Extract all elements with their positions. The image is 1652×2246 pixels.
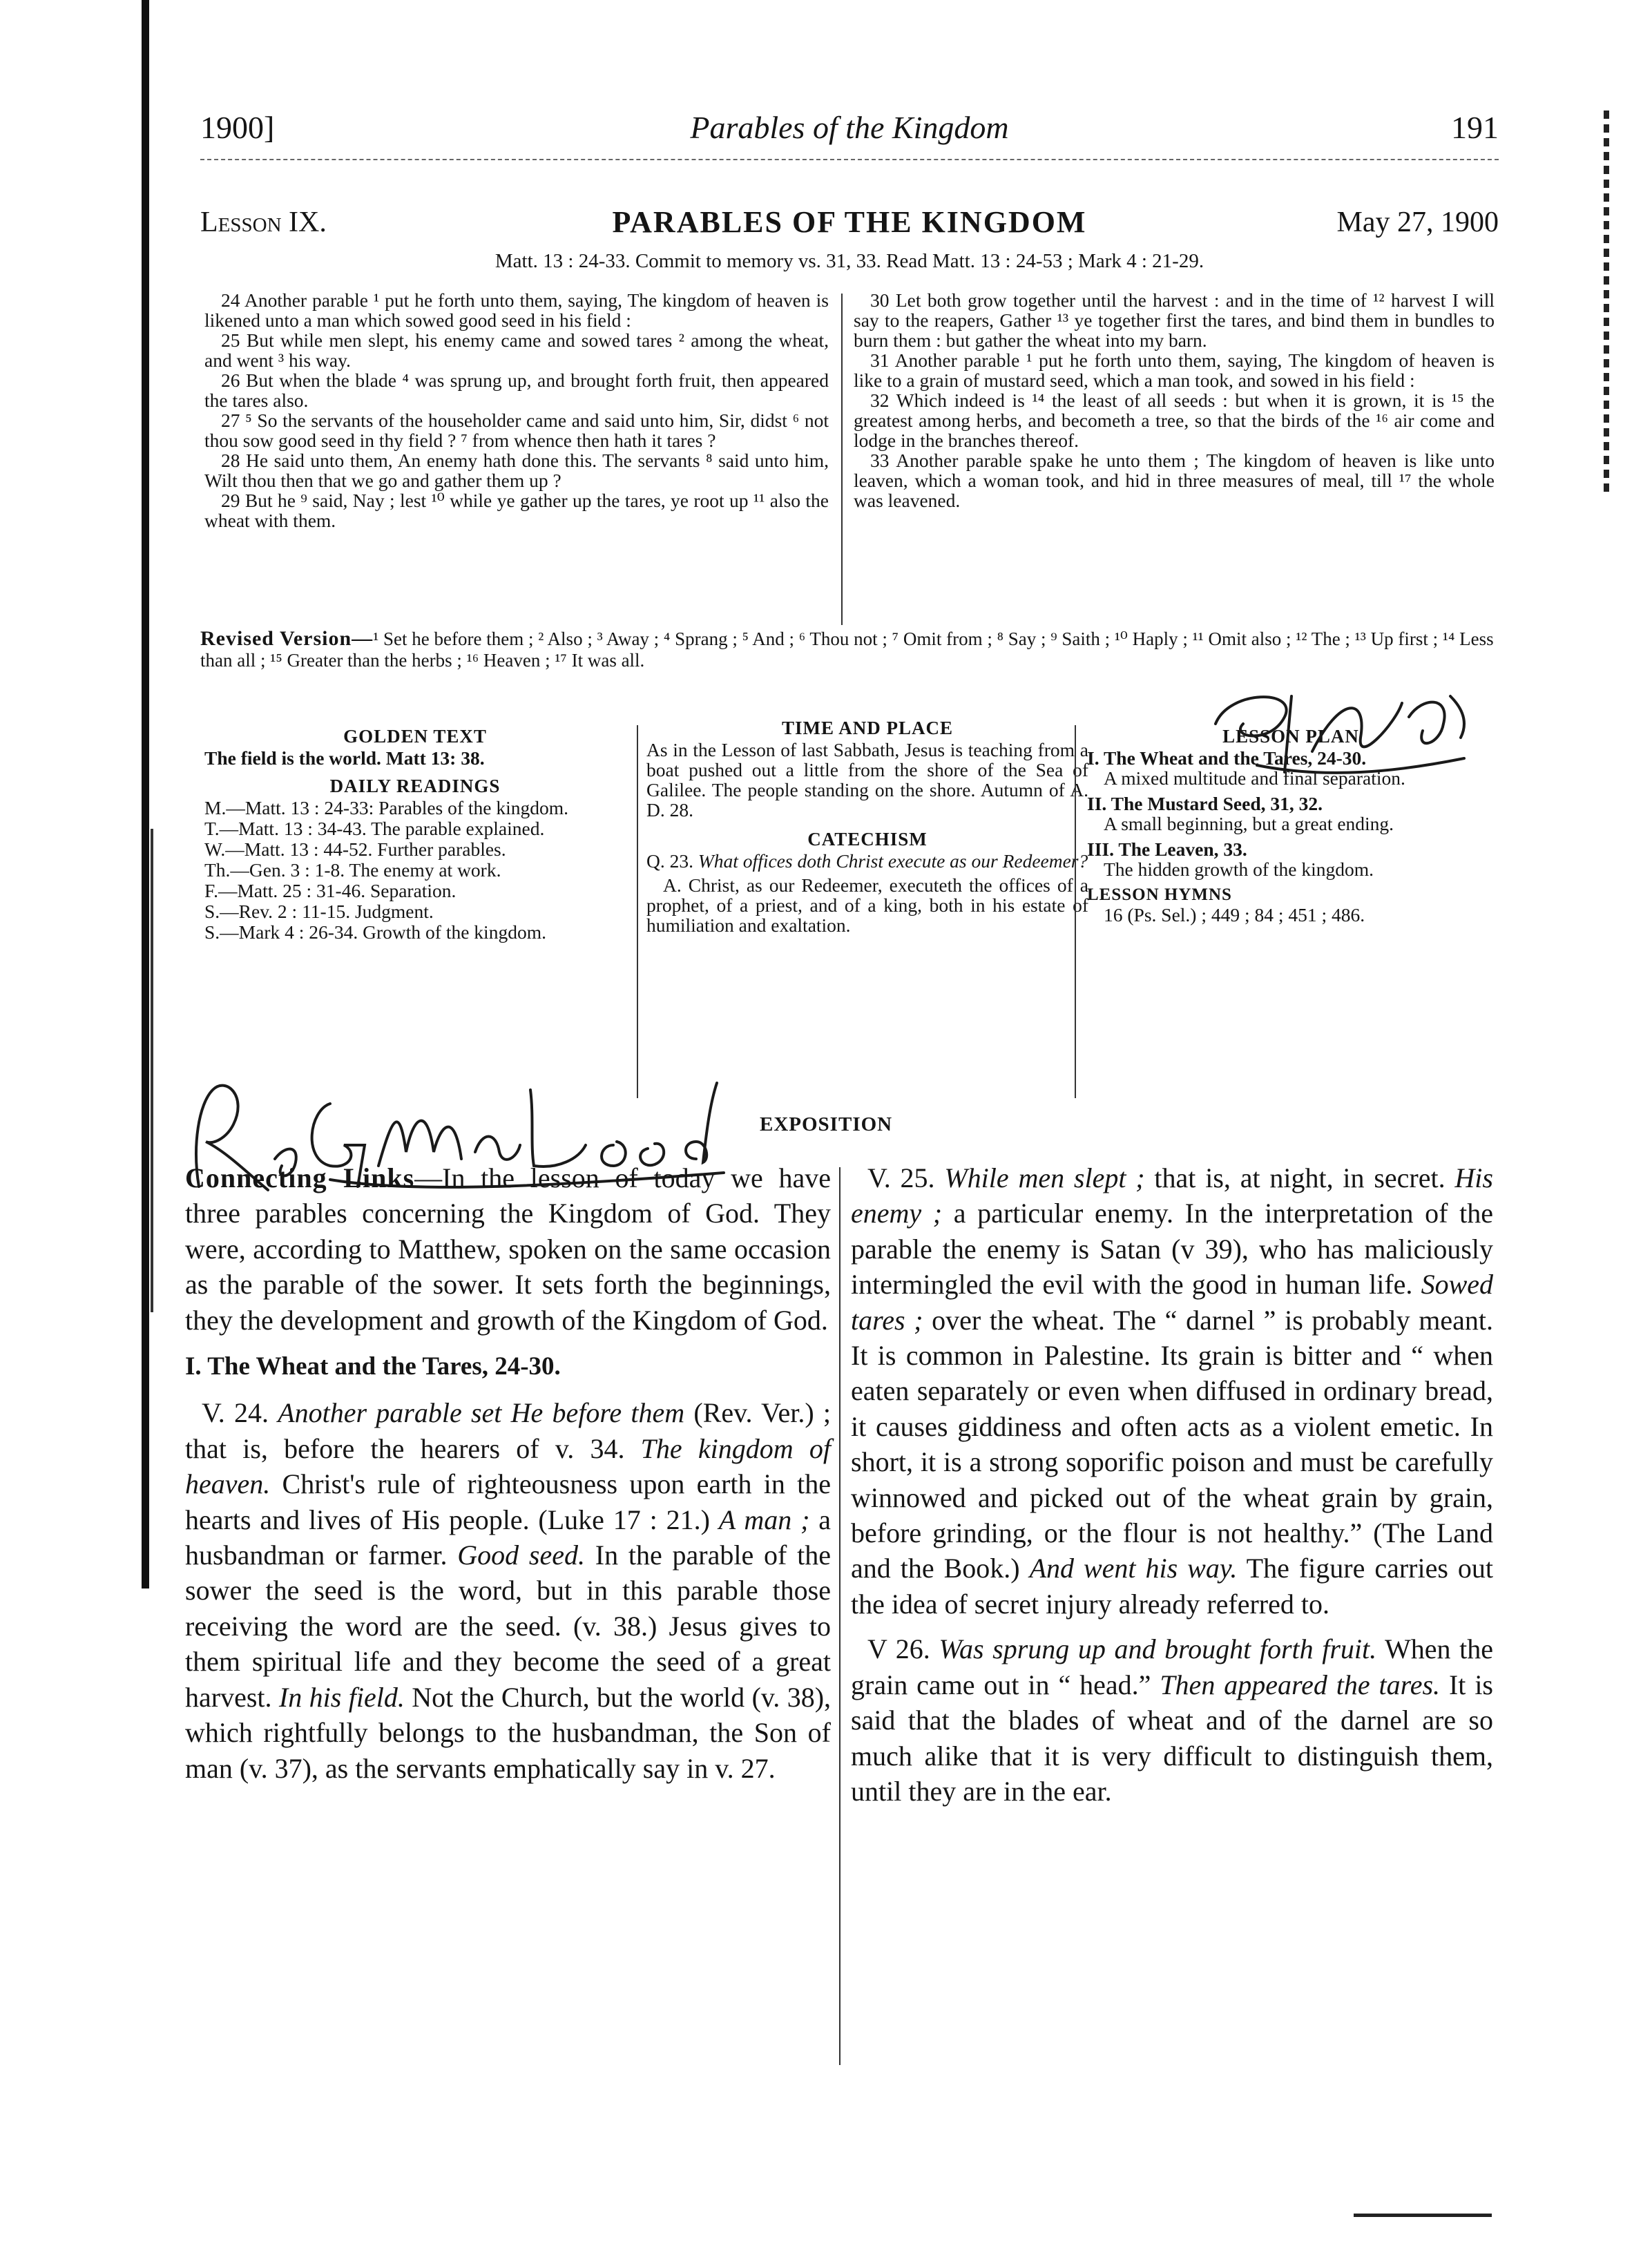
verse-33: 33 Another parable spake he unto them ; The kingdom of heaven is like unto leaven, which a woman took, and hid in three measures of meal, till ¹⁷ the whole was leavened. [854,450,1495,511]
commentary-text: a particular enemy. In the interpretation of the parable the enemy is Satan (v 39), who has maliciously intermingled the evil with the good in human life. [851,1198,1494,1300]
running-head-title: Parables of the Kingdom [690,110,1009,145]
commentary-text: In the parable of the sower the seed is the word, but in this parable those receiving the word are the seed. (v. 38.) Jesus gives to them spiritual life and they become the seed of a great harvest. [185,1539,831,1713]
verse-26: 26 But when the blade ⁴ was sprung up, and brought forth fruit, then appeared the tares also. [204,369,829,411]
catechism-answer: A. Christ, as our Redeemer, executeth the offices of a prophet, of a priest, and of a king, both in his estate of humiliation and exaltation. [646,874,1088,936]
revised-version-label: Revised Version— [200,627,374,650]
lesson-hymns-list: 16 (Ps. Sel.) ; 449 ; 84 ; 451 ; 486. [1104,904,1365,925]
lesson-plan-point-text: The hidden growth of the kingdom. [1104,858,1374,880]
connecting-links-paragraph [185,1160,831,1338]
revised-version-notes [200,628,1499,671]
commentary-text: The figure carries out the idea of secret injury already referred to. [851,1553,1494,1620]
reading-item: T.—Matt. 13 : 34-43. The parable explained. [204,818,545,839]
reading-item: M.—Matt. 13 : 24-33: Parables of the kingdom. [204,797,569,818]
verse-label: V. 24. [202,1397,269,1429]
scripture-column-divider [841,294,843,625]
commentary-quote: Sowed tares ; [851,1269,1493,1336]
time-place-body: As in the Lesson of last Sabbath, Jesus is teaching from a boat pushed out a little from the shore of the Sea of Galilee. The people standing on the shore. Autumn of A. D. 28. [646,739,1088,820]
handwritten-stamp [1188,682,1478,786]
commentary-text: that is, at night, in secret. [1144,1162,1455,1193]
scripture-left-column [204,290,829,530]
lesson-date: May 27, 1900 [1336,207,1499,238]
catechism-title: CATECHISM [807,829,928,850]
catechism-question-number: Q. 23. [646,850,693,872]
verse-28: 28 He said unto them, An enemy hath done this. The servants ⁸ said unto him, Wilt thou then that we go and gather them up ? [204,450,829,491]
commentary-quote: Good seed. [457,1539,585,1571]
lesson-plan-point-3 [1087,839,1495,879]
commentary-quote: And went his way. [1029,1553,1238,1584]
commentary-quote: While men slept ; [944,1162,1145,1193]
commentary-text: It is said that the blades of wheat and of the darnel are so much alike that it is very difficult to distinguish them, until they are in the ear. [851,1669,1493,1807]
lesson-header [200,206,1499,247]
verse-30: 30 Let both grow together until the harvest : and in the time of ¹² harvest I will say to the reapers, Gather ¹³ ye together first the tares, and bind them in bundles to burn them : but gather the wheat into my barn. [854,289,1495,351]
catechism-question [646,851,1088,871]
lesson-number: Lesson IX. [200,207,327,238]
lesson-plan-title: LESSON PLAN [1222,726,1359,747]
golden-text-body: The field is the world. Matt 13: 38. [204,747,485,769]
commentary-text: over the wheat. The “ darnel ” is probably meant. It is common in Palestine. Its grain is bitter and “ when eaten separately or even when diffused in ordinary bread, it causes giddiness and often acts as a violent emetic. In short, it is a strong soporific poison and must be carefully winnowed and picked out of the wheat grain by grain, before grinding, or the flour is not healthy.” (The Land and the Book.) [851,1304,1493,1584]
exposition-column-divider [839,1167,841,2065]
exposition-heading: EXPOSITION [760,1113,893,1135]
lesson-plan-point-text: A small beginning, but a great ending. [1104,813,1394,834]
reading-item: S.—Mark 4 : 26-34. Growth of the kingdom. [204,921,546,943]
reading-item: Th.—Gen. 3 : 1-8. The enemy at work. [204,859,501,881]
daily-readings-list [204,798,626,942]
commentary-quote: A man ; [718,1504,810,1535]
commentary-quote: Then appeared the tares. [1160,1669,1441,1700]
reading-item: F.—Matt. 25 : 31-46. Separation. [204,880,457,901]
golden-text-title: GOLDEN TEXT [343,726,487,747]
binding-edge-shadow-secondary [151,829,153,1312]
lesson-plan-point-head: II. The Mustard Seed, 31, 32. [1087,793,1323,814]
connecting-links-text: —In the lesson of today we have three parables concerning the Kingdom of God. They were, according to Matthew, spoken on the same occasion as the parable of the sower. It sets forth the beginnings, they the development and growth of the Kingdom of God. [185,1162,831,1336]
time-place-title: TIME AND PLACE [781,718,954,738]
commentary-quote: His enemy ; [851,1162,1493,1229]
verse-24-commentary [185,1395,831,1785]
page-number: 191 [1451,110,1499,145]
verse-24: 24 Another parable ¹ put he forth unto them, saying, The kingdom of heaven is likened unto a man which sowed good seed in his field : [204,289,829,331]
connecting-links-lead: Connecting Links [185,1162,415,1193]
lesson-plan-point-head: I. The Wheat and the Tares, 24-30. [1087,747,1367,769]
commentary-text: When the grain came out in “ head.” [851,1633,1493,1700]
verse-32: 32 Which indeed is ¹⁴ the least of all seeds : but when it is grown, it is ¹⁵ the greatest among herbs, and becometh a tree, so that the birds of the ¹⁶ air come and lodge in the branches thereof. [854,390,1495,451]
time-place-box [646,718,1088,935]
verse-25-commentary [851,1160,1493,1622]
verse-25: 25 But while men slept, his enemy came and sowed tares ² among the wheat, and went ³ his way. [204,329,829,371]
commentary-text: Not the Church, but the world (v. 38), which rightfully belongs to the husbandman, the Son of man (v. 37), as the servants emphatically say in v. 27. [185,1681,832,1784]
verse-31: 31 Another parable ¹ put he forth unto them, saying, The kingdom of heaven is like to a grain of mustard seed, which a man took, and sowed in his field : [854,349,1495,391]
binding-edge-shadow [142,0,149,1588]
commentary-text: (Rev. Ver.) ; that is, before the hearers of v. 34. [185,1397,832,1464]
lesson-hymns-title: LESSON HYMNS [1087,885,1232,904]
running-head [200,109,1499,157]
daily-readings-title: DAILY READINGS [329,776,501,796]
verse-label: V. 25. [867,1162,935,1193]
lesson-plan-point-2 [1087,794,1495,834]
scripture-right-column [854,290,1495,510]
scan-edge-noise [1604,111,1609,497]
lesson-title: PARABLES OF THE KINGDOM [612,205,1087,239]
verse-27: 27 ⁵ So the servants of the householder came and said unto him, Sir, didst ⁶ not thou sow good seed in thy field ? ⁷ from whence then hath it tares ? [204,410,829,451]
box-divider-right [1075,725,1076,1098]
lesson-plan-point-head: III. The Leaven, 33. [1087,838,1247,860]
scripture-reference: Matt. 13 : 24-33. Commit to memory vs. 31, 33. Read Matt. 13 : 24-53 ; Mark 4 : 21-29. [494,250,1204,272]
catechism-question-text: What offices doth Christ execute as our Redeemer? [698,850,1088,872]
reading-item: W.—Matt. 13 : 44-52. Further parables. [204,838,506,860]
reading-item: S.—Rev. 2 : 11-15. Judgment. [204,901,434,922]
commentary-quote: In his field. [278,1681,405,1713]
head-rule [200,159,1499,160]
verse-label: V 26. [867,1633,930,1665]
commentary-text: a husbandman or farmer. [185,1504,831,1571]
commentary-quote: Was sprung up and brought forth fruit. [939,1633,1377,1665]
running-head-year: 1900] [200,110,275,145]
commentary-text: Christ's rule of righteousness upon earth in the hearts and lives of His people. (Luke 17 : 21.) [185,1468,831,1535]
verse-26-commentary [851,1631,1493,1809]
lesson-plan-point-text: A mixed multitude and final separation. [1104,767,1405,789]
section-heading-wheat-tares: I. The Wheat and the Tares, 24-30. [185,1352,561,1381]
revised-version-text: ¹ Set he before them ; ² Also ; ³ Away ; ⁴ Sprang ; ⁵ And ; ⁶ Thou not ; ⁷ Omit from ; ⁸ Say ; ⁹ Saith ; ¹⁰ Haply ; ¹¹ Omit also ; ¹² The ; ¹³ Up first ; ¹⁴ Less than all ; ¹⁵ Greater than the herbs ; ¹⁶ Heaven ; ¹⁷ It was all. [200,628,1494,671]
box-divider-left [637,725,638,1098]
commentary-quote: The kingdom of heaven. [185,1432,831,1500]
commentary-quote: Another parable set He before them [278,1397,685,1429]
verse-29: 29 But he ⁹ said, Nay ; lest ¹⁰ while ye gather up the tares, ye root up ¹¹ also the wheat with them. [204,490,829,531]
scan-bottom-mark [1354,2214,1492,2217]
exposition-left-column [185,1160,831,1796]
exposition-right-column [851,1160,1493,1818]
golden-text-box [204,727,626,943]
